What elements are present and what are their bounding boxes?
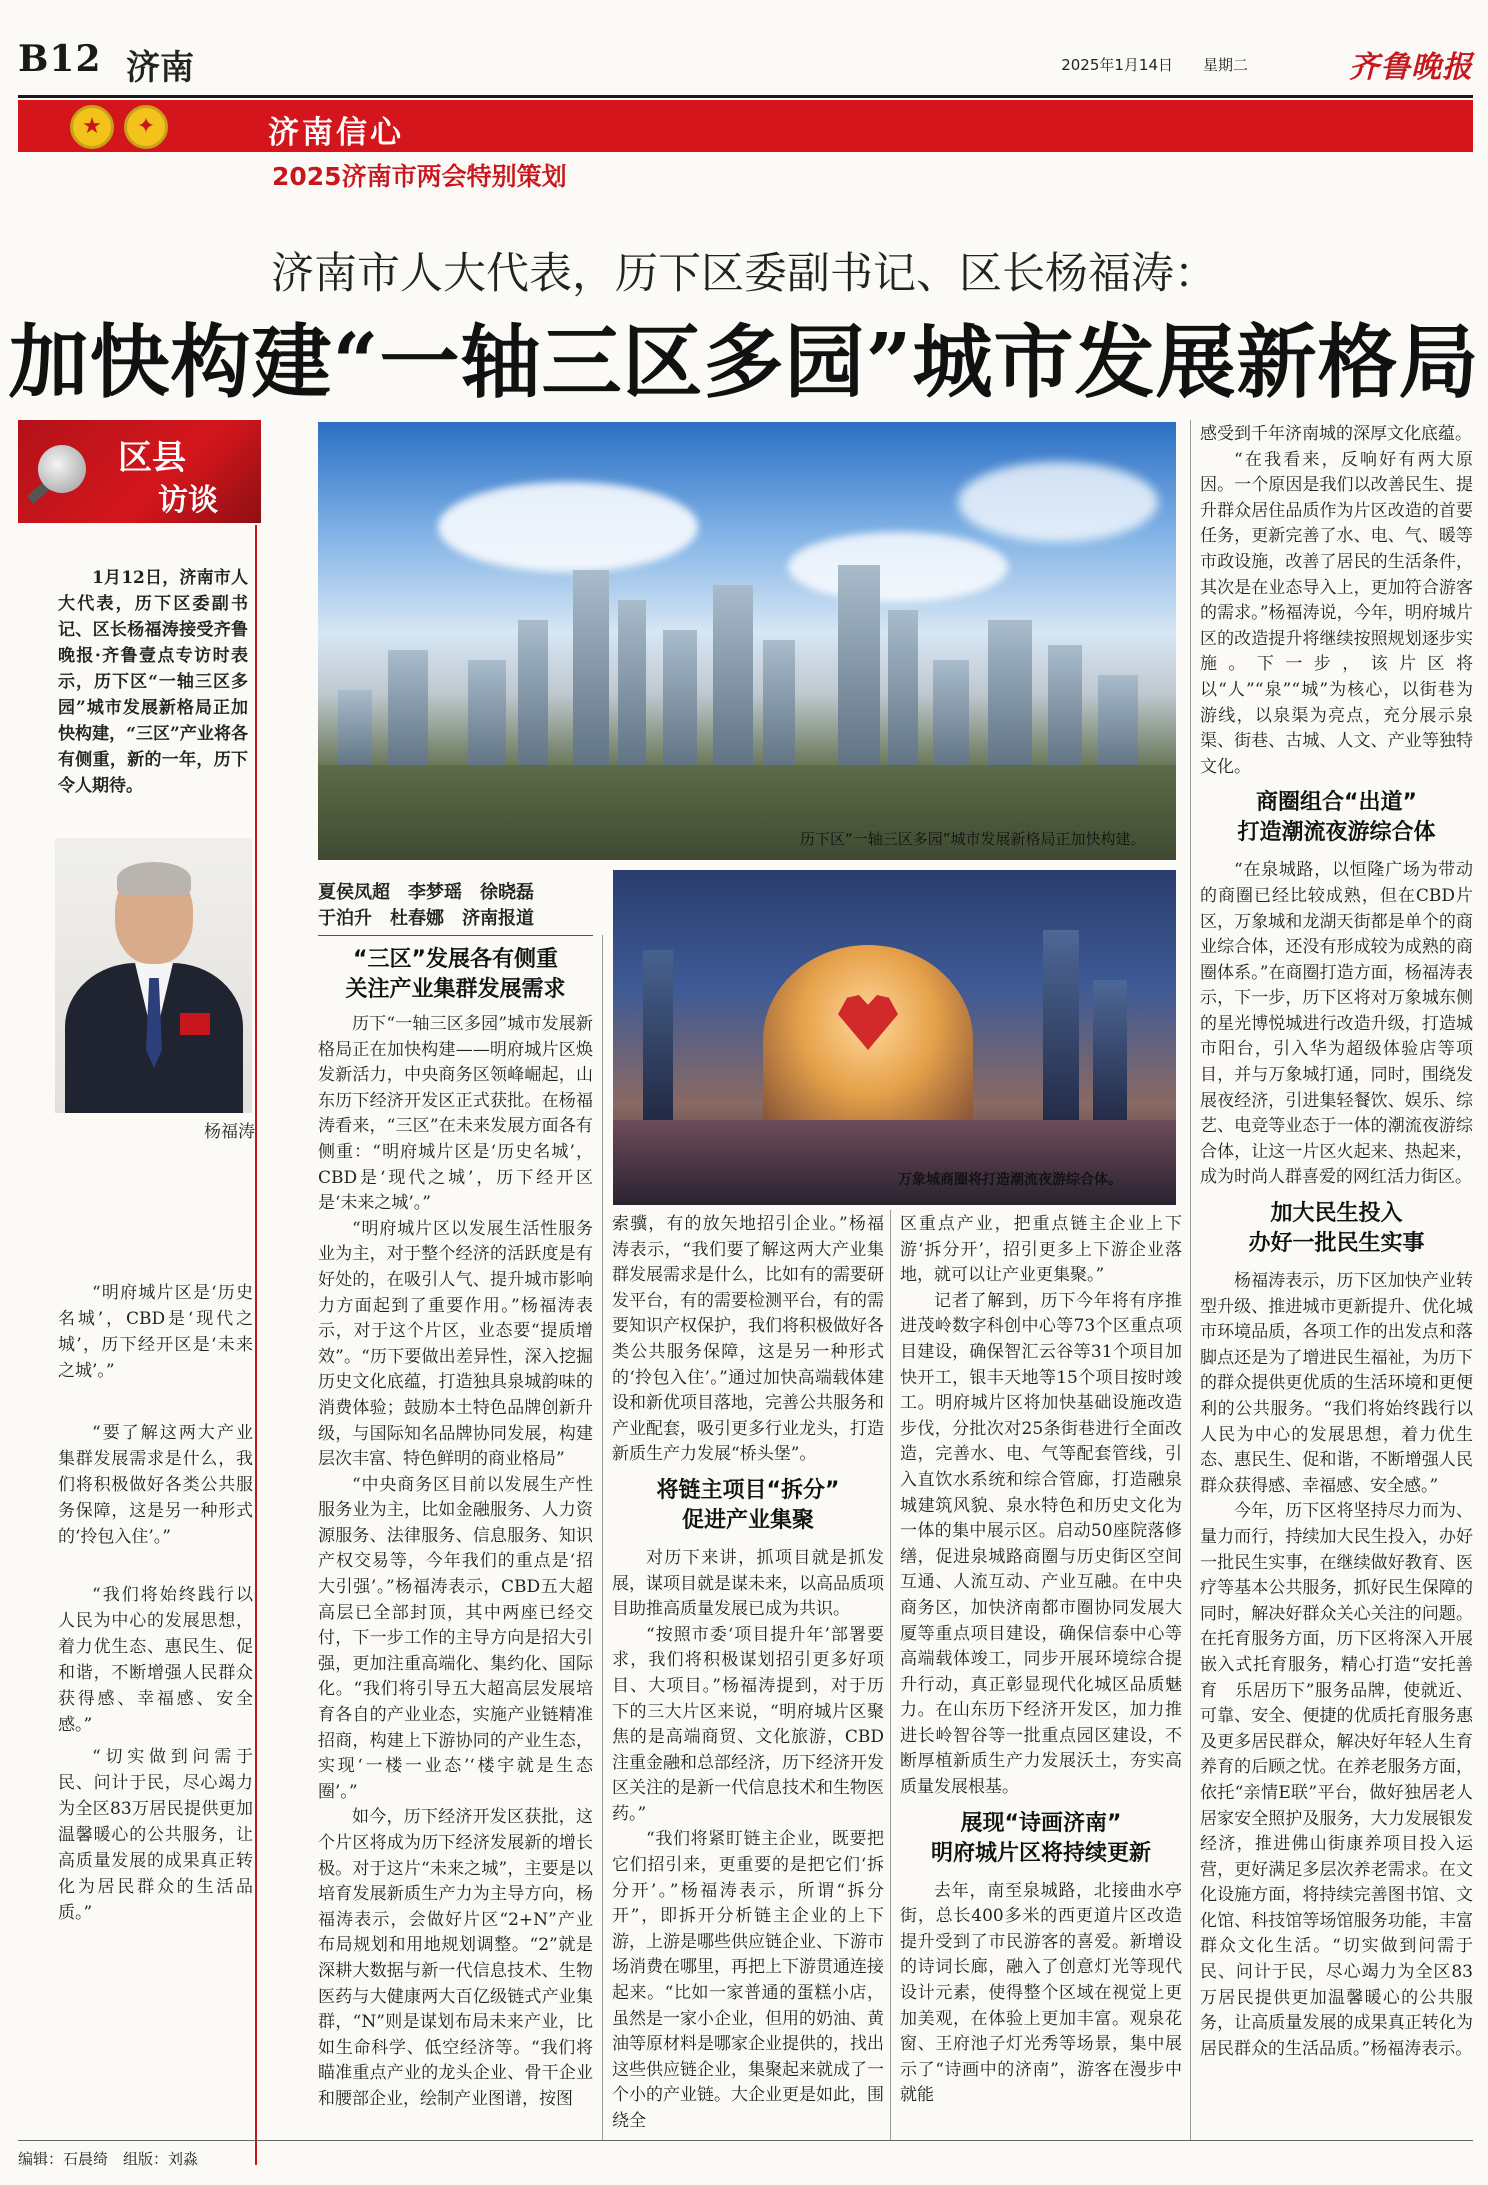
cloud	[438, 482, 698, 572]
paragraph: 杨福涛表示，历下区加快产业转型升级、推进城市更新提升、优化城市环境品质，各项工作的出发点和落脚点还是为了增进民生福祉，为历下的群众提供更优质的生活环境和更便利的公共服务。“我们将始终践行以人民为中心的发展思想，着力优生态、惠民生、促和谐，不断增强人民群众获得感、幸福感、安全感。”	[1200, 1271, 1473, 1496]
body-column-2	[612, 1212, 884, 2137]
column-divider	[1190, 420, 1191, 2140]
paragraph: “在泉城路，以恒隆广场为带动的商圈已经比较成熟，但在CBD片区，万象城和龙湖天街都是单个的商业综合体，还没有形成较为成熟的商圈体系。”在商圈打造方面，杨福涛表示，下一步，历下区将对万象城东侧的星光博悦城进行改造升级，打造城市阳台，引入华为超级体验店等项目，并与万象城打通，同时，围绕发展夜经济，引进集轻餐饮、娱乐、综艺、电竞等业态于一体的潮流夜游综合体，让这一片区火起来、热起来，成为时尚人群喜爱的网红活力街区。	[1200, 860, 1473, 1188]
building	[888, 610, 918, 770]
pull-quote: “要了解这两大产业集群发展需求是什么，我们将积极做好各类公共服务保障，这是另一种形式的‘拎包入住’。”	[58, 1423, 253, 1547]
subheading-line: 展现“诗画济南”	[960, 1810, 1122, 1836]
pull-quote: “明府城片区是‘历史名城’，CBD是‘现代之城’，历下经开区是‘未来之城’。”	[58, 1283, 253, 1381]
paragraph: “按照市委‘项目提升年’部署要求，我们将积极谋划招引更多好项目、大项目。”杨福涛提到，对于历下的三大片区来说，“明府城片区聚焦的是高端商贸、文化旅游，CBD注重金融和总部经济，历下经济开发区关注的是新一代信息技术和生物医药。”	[612, 1624, 884, 1824]
portrait-photo	[55, 838, 252, 1113]
subheading-line: 商圈组合“出道”	[1256, 790, 1417, 816]
editor-credits: 编辑：石晨绮 组版：刘淼	[18, 2150, 199, 2168]
body-column-1	[318, 1012, 593, 2137]
issue-date: 2025年1月14日	[1061, 56, 1173, 74]
sidebar-divider	[255, 525, 257, 2165]
body-column-3	[900, 1212, 1182, 2137]
subheading-line: 打造潮流夜游综合体	[1237, 820, 1436, 846]
paragraph: 历下“一轴三区多园”城市发展新格局正在加快构建——明府城片区焕发新活力，中央商务区领峰崛起，山东历下经济开发区正式获批。在杨福涛看来，“三区”在未来发展方面各有侧重：“明府城片区是‘历史名城’，CBD是‘现代之城’，历下经开区是‘未来之城’。”	[318, 1014, 593, 1214]
building	[468, 660, 506, 770]
mall-night-photo	[613, 870, 1176, 1205]
tag-line-2: 访谈	[158, 483, 218, 518]
building	[763, 640, 795, 770]
building	[573, 570, 609, 770]
subheading-line: 办好一批民生实事	[1248, 1231, 1425, 1257]
photo-caption: 历下区“一轴三区多园”城市发展新格局正加快构建。	[800, 830, 1146, 848]
header-divider	[18, 95, 1473, 98]
column-name: 济南信心	[268, 115, 404, 151]
interview-tag	[18, 420, 261, 523]
subheading	[900, 1809, 1182, 1869]
footer-divider	[18, 2140, 1473, 2141]
subheading-line: 明府城片区将持续更新	[930, 1840, 1151, 1866]
body-column-4	[1200, 422, 1473, 2137]
column-divider	[602, 935, 603, 2140]
subheading-line: “三区”发展各有侧重	[353, 947, 558, 972]
issue-weekday: 星期二	[1202, 56, 1248, 74]
building	[1048, 645, 1082, 770]
subheading	[318, 945, 593, 1005]
pull-quote: “我们将始终践行以人民为中心的发展思想，着力优生态、惠民生、促和谐，不断增强人民群众获得感、幸福感、安全感。”	[58, 1585, 253, 1735]
cloud	[958, 462, 1158, 542]
subheading	[1200, 1199, 1473, 1259]
photo-caption: 万象城商圈将打造潮流夜游综合体。	[898, 1172, 1122, 1188]
paragraph: “明府城片区以发展生活性服务业为主，对于整个经济的活跃度是有好处的，在吸引人气、提升城市影响力方面起到了重要作用。”杨福涛表示，对于这个片区，业态要“提质增效”。“历下要做出差异性，深入挖掘历史文化底蕴，打造独具泉城韵味的消费体验；鼓励本土特色品牌创新升级，与国际知名品牌协同发展，构建层次丰富、特色鲜明的商业格局”	[318, 1218, 593, 1470]
building	[618, 600, 646, 770]
portrait-hair	[117, 862, 191, 896]
cloud	[788, 532, 1008, 602]
congress-emblem-icon: ✦	[124, 105, 168, 149]
portrait-badge	[180, 1013, 210, 1035]
subheading-line: 促进产业集聚	[681, 1507, 814, 1533]
paragraph: 去年，南至泉城路，北接曲水亭街，总长400多米的西更道片区改造提升受到了市民游客的喜爱。新增设的诗词长廊，融入了创意灯光等现代设计元素，使得整个区域在视觉上更加美观，在体验上更加丰富。观泉花窗、王府池子灯光秀等场景，集中展示了“诗画中的济南”，游客在漫步中就能	[900, 1880, 1182, 2106]
portrait-caption: 杨福涛	[204, 1122, 255, 1142]
paragraph: 对历下来讲，抓项目就是抓发展，谋项目就是谋未来，以高品质项目助推高质量发展已成为共识。	[612, 1547, 884, 1620]
paragraph: 索骥，有的放矢地招引企业。”杨福涛表示，“我们要了解这两大产业集群发展需求是什么，比如有的需要研发平台，有的需要检测平台，有的需要知识产权保护，我们将积极做好各类公共服务保障，这是另一种形式的‘拎包入住’。”通过加快高端载体建设和新优项目落地，完善公共服务和产业配套，吸引更多行业龙头，打造新质生产力发展“桥头堡”。	[612, 1214, 884, 1465]
building	[338, 690, 372, 770]
building	[388, 650, 428, 770]
building	[713, 585, 753, 770]
paragraph: “在我看来，反响好有两大原因。一个原因是我们以改善民生、提升群众居住品质作为片区改造的首要任务，更新完善了水、电、气、暖等市政设施，改善了居民的生活条件，其次是在业态导入上，更加符合游客的需求。”杨福涛说，今年，明府城片区的改造提升将继续按照规划逐步实施。下一步，该片区将以“人”“泉”“城”为核心，以街巷为游线，以泉渠为亮点，充分展示泉渠、街巷、古城、人文、产业等独特文化。	[1200, 449, 1473, 777]
building	[1093, 980, 1127, 1120]
article-lead: 1月12日，济南市人大代表，历下区委副书记、区长杨福涛接受齐鲁晚报·齐鲁壹点专访时表示，历下区“一轴三区多园”城市发展新格局正加快构建，“三区”产业将各有侧重，新的一年，历下令人期待。	[58, 568, 248, 796]
building	[518, 620, 548, 770]
paragraph: “中央商务区目前以发展生产性服务业为主，比如金融服务、人力资源服务、法律服务、信息服务、知识产权交易等，今年我们的重点是‘招大引强’。”杨福涛表示，CBD五大超高层已全部封顶，其中两座已经交付，下一步工作的主导方向是招大引强，更加注重高端化、集约化、国际化。“我们将引导五大超高层发展培育各自的产业业态，实施产业链精准招商，构建上下游协同的产业生态，实现‘一楼一业态’‘楼宇就是生态圈’。”	[318, 1474, 593, 1802]
national-emblem-icon: ★	[70, 105, 114, 149]
building	[988, 620, 1032, 770]
byline-divider	[318, 935, 593, 936]
byline	[318, 880, 578, 932]
page-number: B12	[18, 38, 102, 80]
paragraph: “我们将紧盯链主企业，既要把它们招引来，更重要的是把它们‘拆分开’。”杨福涛表示，所谓“拆分开”，即拆开分析链主企业的上下游，上游是哪些供应链企业、下游市场消费在哪里，再把上下游贯通连接起来。“比如一家普通的蛋糕小店，虽然是一家小企业，但用的奶油、黄油等原材料是哪家企业提供的，找出这些供应链企业，集聚起来就成了一个小的产业链。大企业更是如此，围绕全	[612, 1829, 884, 2131]
paragraph: 如今，历下经济开发区获批，这个片区将成为历下经济发展新的增长极。对于这片“未来之城”，主要是以培育发展新质生产力为主导方向，杨福涛表示，会做好片区“2+N”产业布局规划和用地规划调整。“2”就是深耕大数据与新一代信息技术、生物医药与大健康两大百亿级链式产业集群，“N”则是谋划布局未来产业，比如生命科学、低空经济等。“我们将瞄准重点产业的龙头企业、骨干企业和腰部企业，绘制产业图谱，按图	[318, 1807, 593, 2109]
building	[643, 950, 673, 1120]
column-banner	[18, 100, 1473, 152]
microphone-icon	[38, 445, 86, 493]
building	[933, 660, 969, 770]
tag-line-1: 区县	[118, 438, 186, 478]
byline-line: 夏侯凤超 李梦瑶 徐晓磊	[318, 882, 534, 903]
paragraph: 感受到千年济南城的深厚文化底蕴。	[1200, 424, 1472, 444]
headline-kicker: 济南市人大代表，历下区委副书记、区长杨福涛：	[271, 249, 1217, 299]
building	[1098, 675, 1138, 770]
building	[838, 565, 880, 770]
pull-quote: “切实做到问需于民、问计于民，尽心竭力为全区83万居民提供更加温馨暖心的公共服务，让高质量发展的成果真正转化为居民群众的生活品质。”	[58, 1747, 253, 1923]
plaza	[613, 1120, 1176, 1205]
subheading	[612, 1476, 884, 1536]
page-header	[18, 38, 1473, 94]
byline-line: 于泊升 杜春娜 济南报道	[318, 908, 534, 929]
paragraph: 记者了解到，历下今年将有序推进茂岭数字科创中心等73个区重点项目建设，确保智汇云谷等31个项目加快开工，银丰天地等15个项目按时竣工。明府城片区将加快基础设施改造步伐，分批次对25条街巷进行全面改造，完善水、电、气等配套管线，引入直饮水系统和综合管廊，打造融泉城建筑风貌、泉水特色和历史文化为一体的集中展示区。启动50座院落修缮，促进泉城路商圈与历史街区空间互通、人流互动、产业互融。在中央商务区，加快济南都市圈协同发展大厦等重点项目建设，确保信泰中心等高端载体竣工，同步开展环境综合提升行动，真正彰显现代化城区品质魅力。在山东历下经济开发区，加力推进长岭智谷等一批重点园区建设，不断厚植新质生产力发展沃土，夯实高质量发展根基。	[900, 1290, 1182, 1798]
section-name: 济南	[126, 48, 194, 88]
subheading-line: 将链主项目“拆分”	[656, 1477, 840, 1503]
subheading-line: 关注产业集群发展需求	[345, 977, 566, 1002]
newspaper-logo: 齐鲁晚报	[1349, 50, 1473, 85]
building	[1043, 930, 1079, 1120]
skyline-photo	[318, 422, 1176, 860]
subheading	[1200, 788, 1473, 848]
special-feature-label: 2025济南市两会特别策划	[272, 162, 567, 191]
paragraph: 今年，历下区将坚持尽力而为、量力而行，持续加大民生投入，办好一批民生实事，在继续做好教育、医疗等基本公共服务，抓好民生保障的同时，解决好群众关心关注的问题。在托育服务方面，历下区将深入开展嵌入式托育服务，精心打造“安托善育 乐居历下”服务品牌，使就近、可靠、安全、便捷的优质托育服务惠及更多居民群众，解决好年轻人生育养育的后顾之忧。在养老服务方面，依托“亲情E联”平台，做好独居老人居家安全照护及服务，大力发展银发经济，推进佛山街康养项目投入运营，更好满足多层次养老需求。在文化设施方面，将持续完善图书馆、文化馆、科技馆等场馆服务功能，丰富群众文化生活。“切实做到问需于民、问计于民，尽心竭力为全区83万居民提供更加温馨暖心的公共服务，让高质量发展的成果真正转化为居民群众的生活品质。”杨福涛表示。	[1200, 1501, 1473, 2059]
building	[663, 630, 697, 770]
paragraph: 区重点产业，把重点链主企业上下游‘拆分开’，招引更多上下游企业落地，就可以让产业更集聚。”	[900, 1214, 1182, 1286]
subheading-line: 加大民生投入	[1270, 1201, 1403, 1227]
main-headline: 加快构建“一轴三区多园”城市发展新格局	[8, 315, 1480, 409]
column-divider	[890, 1210, 891, 2140]
